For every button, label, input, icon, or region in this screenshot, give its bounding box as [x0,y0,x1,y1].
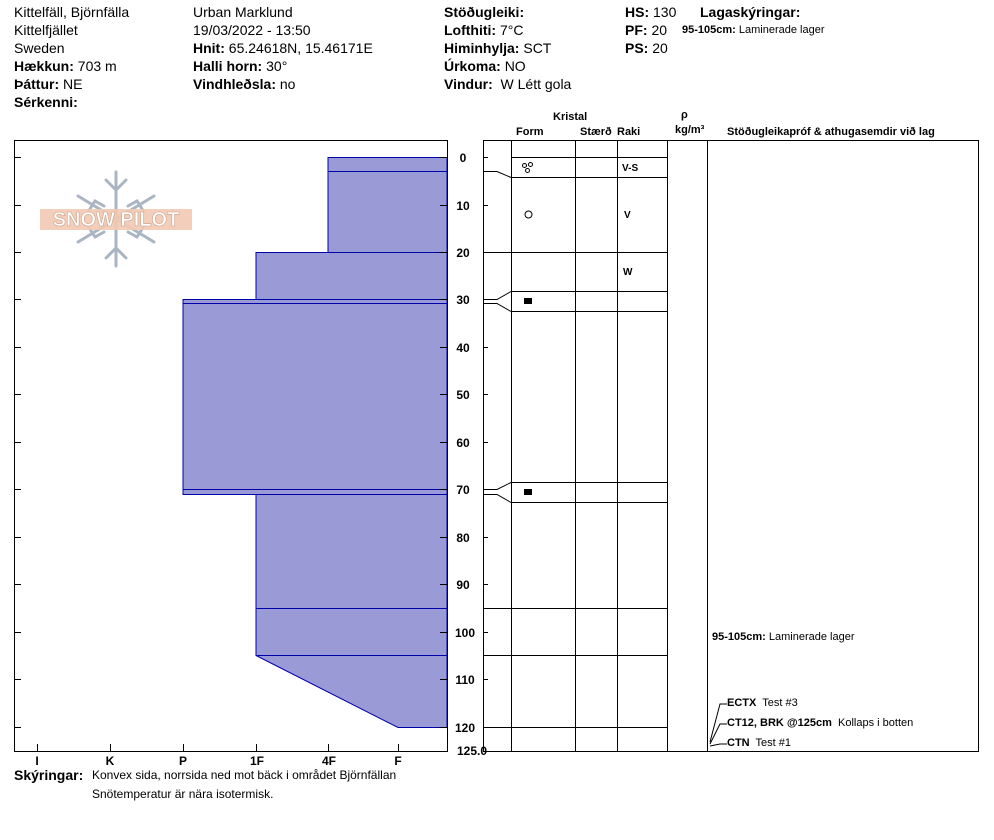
snowpilot-logo [40,172,192,266]
moisture-label: V [624,210,631,221]
size-header: Stærð [580,126,612,138]
ice-crust-icon [524,489,532,495]
depth-labels [455,151,487,758]
air-temp: Lofthiti: 7°C [444,22,524,38]
svg-text:SNOW PILOT: SNOW PILOT [52,209,180,231]
hardness-label: 1F [249,754,265,768]
layer-0-3 [328,158,447,172]
moisture-labels [622,163,638,278]
sky: Himinhylja: SCT [444,40,552,56]
layer-comment: 95-105cm: Laminerade lager [712,631,855,643]
wind: Vindur: W Létt gola [444,76,572,92]
kristal-header: Kristal [553,111,588,123]
layer-70-71 [183,490,447,495]
region: Kittelfjället [14,22,78,38]
elevation: Hækkun: 703 m [14,58,117,74]
stability-label: Stöðugleiki: [444,4,525,20]
depth-label: 100 [454,626,476,640]
ps: PS: 20 [625,40,668,56]
rho-header: ρ [681,109,688,121]
depth-label: 120 [454,721,476,735]
hardness-layers [183,158,447,728]
layer-95-105 [256,609,447,656]
hardness-label: 4F [321,754,337,768]
depth-label: 20 [456,246,470,260]
test-result: ECTX Test #3 [727,697,798,709]
hardness-label: F [394,754,402,768]
footer-note-1: Konvex sida, norrsida ned mot bäck i området Björnfällan [92,768,397,782]
test-pointers [710,704,727,746]
crystal-table [483,140,979,752]
hs: HS: 130 [625,4,677,20]
depth-label: 70 [456,483,470,497]
depth-label: 10 [456,199,470,213]
depth-label: 110 [455,673,475,687]
depth-end-label: 125.0 [456,744,488,758]
precipitation: Úrkoma: NO [444,58,526,74]
depth-label: 50 [456,388,470,402]
footer-label: Skýringar: [14,767,84,783]
country: Sweden [14,40,65,56]
crystal-forms [523,163,533,496]
depth-label: 40 [456,341,470,355]
decomposing-particles-icon [523,163,533,173]
layer-30-31 [183,300,447,304]
density-unit-header: kg/m³ [675,124,705,136]
hardness-scale [35,754,401,768]
depth-label: 60 [456,436,470,450]
slope-angle: Halli horn: 30° [193,58,288,74]
moisture-label: W [623,267,633,278]
hardness-label: K [105,754,115,768]
tests-header: Stöðugleikapróf & athugasemdir við lag [727,126,935,138]
observer: Urban Marklund [193,4,293,20]
depth-label: 90 [456,578,470,592]
form-header: Form [516,126,544,138]
footer-note-2: Snötemperatur är nära isotermisk. [92,787,274,801]
hardness-label: P [178,754,188,768]
pf: PF: 20 [625,22,668,38]
wind-loading: Vindhleðsla: no [193,76,296,92]
datetime: 19/03/2022 - 13:50 [193,22,311,38]
layer-31-70 [183,304,447,490]
layer-71-95 [256,495,447,609]
layer-3-20 [328,172,447,253]
layer-note: 95-105cm: Laminerade lager [682,24,825,36]
rounded-grain-icon [525,211,532,218]
layer-notes-label: Lagaskýringar: [700,4,801,20]
depth-label: 30 [456,293,470,307]
test-result: CT12, BRK @125cm Kollaps i botten [727,717,914,729]
aspect: Þáttur: NE [14,76,83,92]
location: Kittelfäll, Björnfälla [14,4,130,20]
depth-label: 0 [459,151,467,165]
coordinates: Hnit: 65.24618N, 15.46171E [193,40,373,56]
hardness-label: I [35,754,39,768]
layer-105-120 [256,656,447,728]
moisture-label: V-S [622,163,639,174]
test-result: CTN Test #1 [727,737,791,749]
ice-crust-icon [524,298,532,304]
depth-label: 80 [456,531,470,545]
layer-20-30 [256,253,447,300]
moisture-header: Raki [617,126,641,138]
features-label: Sérkenni: [14,94,78,110]
